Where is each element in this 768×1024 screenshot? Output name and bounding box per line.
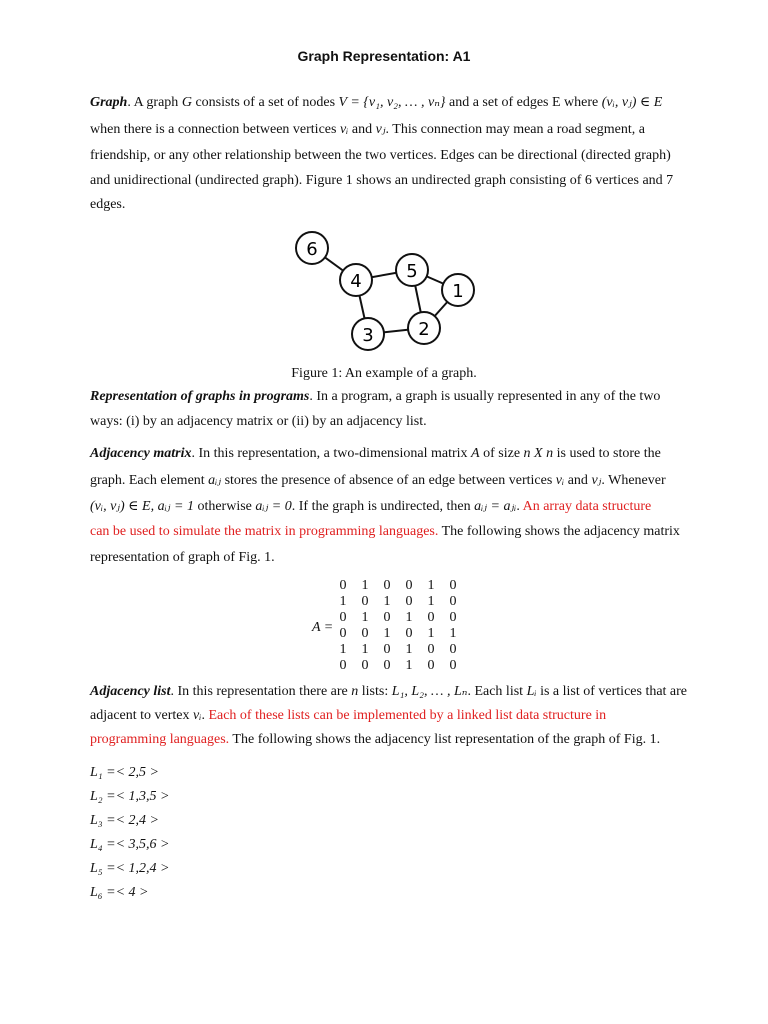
matrix-paragraph-line-4: can be used to simulate the matrix in programming languages. The following shows the adjacency matrix (90, 524, 680, 539)
matrix-cell: 1 (427, 626, 435, 641)
matrix-cell: 0 (427, 610, 435, 625)
linked-list-note-red-text: Each of these lists can be implemented by a linked list data structure in (208, 708, 607, 723)
graph-paragraph-line-5: edges. (90, 197, 126, 212)
matrix-cell: 1 (405, 658, 413, 673)
matrix-cell: 1 (361, 642, 369, 657)
matrix-paragraph-line-3: (vᵢ, vⱼ) ∈ E, aᵢⱼ = 1 otherwise aᵢⱼ = 0. If the graph is undirected, then aᵢⱼ = aⱼᵢ. An array data structure (90, 499, 652, 514)
matrix-cell: 0 (427, 642, 435, 657)
matrix-cell: 1 (405, 642, 413, 657)
matrix-row (332, 594, 464, 610)
adjacency-matrix-heading: Adjacency matrix (90, 446, 192, 461)
matrix-row (332, 658, 464, 674)
matrix-cell: 0 (383, 610, 391, 625)
matrix-cell: 0 (449, 578, 457, 593)
adjacency-list-heading: Adjacency list (90, 684, 171, 699)
figure-caption: Figure 1: An example of a graph. (291, 366, 477, 381)
list-paragraph-line-3: programming languages. The following shows the adjacency list representation of the graph of Fig. 1. (90, 732, 661, 747)
representation-paragraph-line-2: ways: (i) by an adjacency matrix or (ii) by an adjacency list. (90, 414, 427, 429)
matrix-cell: 1 (339, 642, 347, 657)
matrix-cell: 0 (405, 594, 413, 609)
array-note-red-text-cont: can be used to simulate the matrix in programming languages. (90, 524, 439, 539)
page-title: Graph Representation: A1 (297, 48, 471, 64)
matrix-row (332, 578, 464, 594)
matrix-cell: 0 (449, 594, 457, 609)
matrix-cell: 0 (339, 578, 347, 593)
adjacency-matrix (332, 578, 464, 674)
node-5-label: 5 (406, 261, 418, 282)
matrix-cell: 1 (427, 578, 435, 593)
matrix-cell: 0 (339, 658, 347, 673)
graph-paragraph-line-2: when there is a connection between vertices vᵢ and vⱼ. This connection may mean a road segment, a (90, 122, 645, 137)
list-item: L₁ =< 2,5 > (90, 765, 159, 780)
matrix-paragraph-line-5: representation of graph of Fig. 1. (90, 550, 275, 565)
matrix-cell: 1 (427, 594, 435, 609)
matrix-cell: 0 (361, 626, 369, 641)
matrix-cell: 0 (427, 658, 435, 673)
matrix-cell: 1 (383, 594, 391, 609)
matrix-cell: 1 (361, 610, 369, 625)
matrix-cell: 1 (405, 610, 413, 625)
matrix-cell: 0 (383, 578, 391, 593)
matrix-paragraph-line-1: Adjacency matrix. In this representation, a two-dimensional matrix A of size n X n is used to store the (90, 446, 661, 461)
list-item: L₄ =< 3,5,6 > (90, 837, 170, 852)
matrix-paragraph-line-2: graph. Each element aᵢⱼ stores the presence of absence of an edge between vertices vᵢ and vⱼ. Whenever (90, 473, 666, 488)
matrix-cell: 1 (383, 626, 391, 641)
representation-paragraph-line-1: Representation of graphs in programs. In a program, a graph is usually represented in any of the two (90, 389, 661, 404)
node-6-label: 6 (306, 239, 318, 260)
list-item: L₃ =< 2,4 > (90, 813, 159, 828)
list-item: L₆ =< 4 > (90, 885, 149, 900)
representation-heading: Representation of graphs in programs (90, 389, 310, 404)
linked-list-note-red-text-cont: programming languages. (90, 732, 230, 747)
matrix-cell: 1 (339, 594, 347, 609)
graph-heading: Graph (90, 95, 128, 110)
matrix-cell: 0 (405, 626, 413, 641)
list-paragraph-line-1: Adjacency list. In this representation there are n lists: L₁, L₂, … , Lₙ. Each list Lᵢ is a list of vertices that are (90, 684, 688, 699)
matrix-row (332, 626, 464, 642)
matrix-cell: 0 (339, 626, 347, 641)
matrix-cell: 0 (361, 594, 369, 609)
matrix-label: A = (312, 620, 334, 635)
matrix-row (332, 642, 464, 658)
matrix-cell: 0 (449, 610, 457, 625)
matrix-cell: 0 (361, 658, 369, 673)
list-item: L₅ =< 1,2,4 > (90, 861, 170, 876)
matrix-cell: 0 (449, 658, 457, 673)
matrix-cell: 0 (339, 610, 347, 625)
matrix-cell: 0 (405, 578, 413, 593)
node-1-label: 1 (452, 281, 464, 302)
matrix-cell: 0 (449, 642, 457, 657)
matrix-cell: 0 (383, 658, 391, 673)
graph-paragraph-line-1: Graph. A graph G consists of a set of nodes V = {v₁, v₂, … , vₙ} and a set of edges E where (vᵢ, vⱼ) ∈ E (90, 95, 663, 110)
graph-figure (286, 226, 486, 356)
adjacency-matrix-table (332, 578, 464, 674)
node-2-label: 2 (418, 319, 430, 340)
list-paragraph-line-2: adjacent to vertex vᵢ. Each of these lists can be implemented by a linked list data structure in (90, 708, 607, 723)
matrix-cell: 1 (361, 578, 369, 593)
graph-paragraph-line-3: friendship, or any other relationship between the two vertices. Edges can be directional (directed graph) (90, 148, 671, 163)
matrix-cell: 1 (449, 626, 457, 641)
node-3-label: 3 (362, 325, 374, 346)
graph-paragraph-line-4: and unidirectional (undirected graph). Figure 1 shows an undirected graph consisting of 6 vertices and 7 (90, 173, 674, 188)
array-note-red-text: An array data structure (522, 499, 652, 514)
list-item: L₂ =< 1,3,5 > (90, 789, 170, 804)
matrix-row (332, 610, 464, 626)
node-4-label: 4 (350, 271, 362, 292)
matrix-cell: 0 (383, 642, 391, 657)
